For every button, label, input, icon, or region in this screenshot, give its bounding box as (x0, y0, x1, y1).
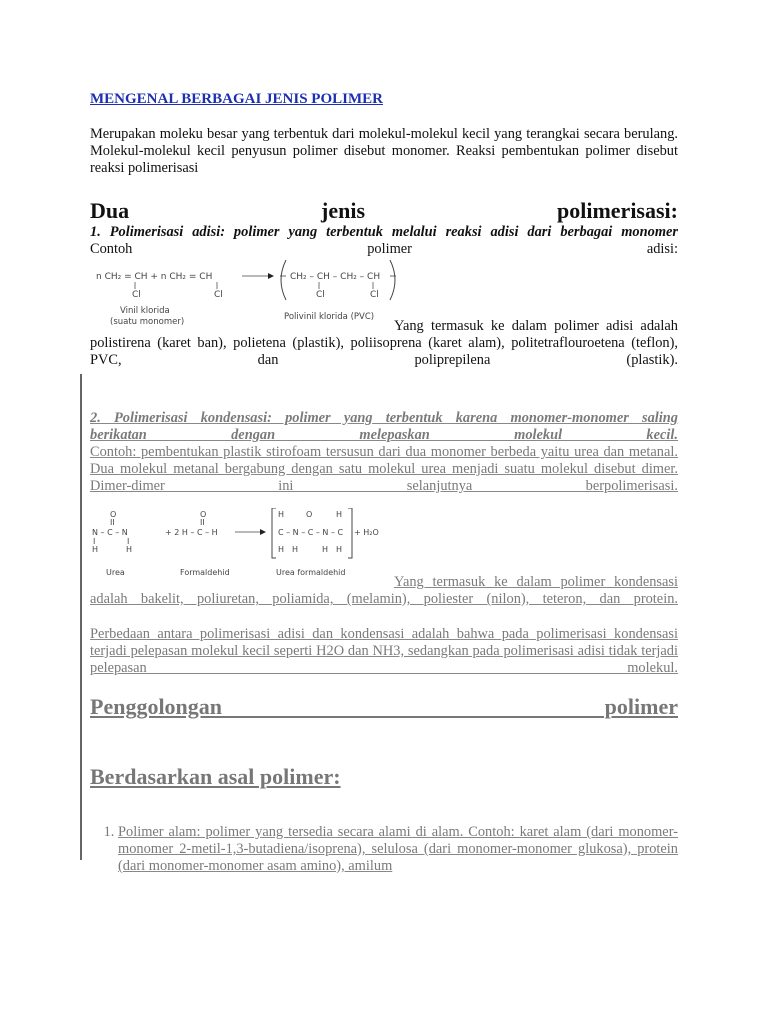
urea-formaldehyde-diagram (90, 508, 400, 580)
kondensasi-definition-2: berikatan dengan melepaskan molekul kecil. (90, 427, 678, 443)
svg-text:II: II (200, 518, 205, 527)
adisi-example-label: Contoh polimer adisi: (90, 241, 678, 257)
svg-text:H: H (322, 545, 329, 554)
label-vinyl-chloride: Vinil klorida (120, 306, 170, 316)
label-pvc: Polivinil klorida (PVC) (284, 312, 375, 322)
origin-list (90, 824, 678, 875)
cl-label: Cl (316, 290, 325, 300)
svg-text:I: I (127, 537, 130, 546)
label-formaldehyde: Formaldehid (180, 568, 230, 577)
svg-text:I: I (93, 537, 96, 546)
svg-text:II: II (110, 518, 115, 527)
svg-text:H: H (278, 510, 285, 519)
svg-text:O: O (306, 510, 313, 519)
formaldehyde-formula: + 2 H – C – H (165, 528, 218, 537)
intro-paragraph: Merupakan moleku besar yang terbentuk dari molekul-molekul kecil yang terangkai secara berulang. Molekul-molekul kecil penyusun polimer disebut monomer. Reaksi pembentukan polimer disebut reaksi polimerisasi (90, 126, 678, 176)
label-urea-formaldehyde: Urea formaldehid (276, 568, 346, 577)
kondensasi-example: Contoh: pembentukan plastik stirofoam tersusun dari dua monomer berbeda yaitu urea dan metanal. Dua molekul metanal bergabung dengan satu molekul urea menjadi suatu molekul disebut dimer. Dimer-dimer ini selanjutnya berpolimerisasi. (90, 444, 678, 494)
adisi-members: Yang termasuk ke dalam polimer adisi adalah polistirena (karet ban), polietena (plastik), poliisoprena (karet alam), politetraflouroetena (teflon), PVC, dan poliprepilena (plastik). (90, 318, 678, 368)
adisi-definition: 1. Polimerisasi adisi: polimer yang terbentuk melalui reaksi adisi dari berbagai monomer (90, 224, 678, 240)
list-item: 1. Polimer alam: polimer yang tersedia secara alami di alam. Contoh: karet alam (dari monomer-monomer 2-metil-1,3-butadiena/isoprena), selulosa (dari monomer-monomer glukosa), protein (dari monomer-monomer asam amino), amilum (118, 824, 678, 875)
arrow-icon (260, 529, 266, 535)
svg-text:O: O (200, 510, 207, 519)
label-monomer: (suatu monomer) (110, 317, 185, 327)
difference-paragraph: Perbedaan antara polimerisasi adisi dan kondensasi adalah bahwa pada polimerisasi kondensasi terjadi pelepasan molekul kecil seperti H2O dan NH3, sedangkan pada polimerisasi adisi tidak terjadi pelepasan molekul. (90, 626, 678, 676)
heading-polymerization-types: Dua jenis polimerisasi: (90, 198, 678, 223)
change-bar (80, 374, 82, 860)
pvc-formula: CH₂ – CH – CH₂ – CH (290, 272, 381, 282)
cl-label: Cl (370, 290, 379, 300)
kondensasi-definition-1: 2. Polimerisasi kondensasi: polimer yang terbentuk karena monomer-monomer saling (90, 410, 678, 426)
svg-text:H: H (278, 545, 285, 554)
cl-label: Cl (132, 290, 141, 300)
svg-text:H: H (292, 545, 299, 554)
heading-origin: Berdasarkan asal polimer: (90, 764, 341, 789)
product-formula: C – N – C – N – C (278, 528, 344, 537)
water-formula: + H₂O (354, 528, 379, 537)
document-title: MENGENAL BERBAGAI JENIS POLIMER (90, 91, 383, 107)
svg-text:H: H (336, 545, 343, 554)
urea-formula: N – C – N (92, 528, 128, 537)
vinyl-chloride-formula: n CH₂ = CH + n CH₂ = CH (96, 272, 213, 282)
kondensasi-members: Yang termasuk ke dalam polimer kondensasi adalah bakelit, poliuretan, poliamida, (melamin), poliester (nilon), teteron, dan protein. (90, 574, 678, 607)
cl-label: Cl (214, 290, 223, 300)
svg-text:H: H (92, 545, 99, 554)
heading-classification: Penggolongan polimer (90, 694, 678, 719)
svg-text:H: H (126, 545, 133, 554)
arrow-icon (268, 273, 274, 279)
svg-text:O: O (110, 510, 117, 519)
label-urea: Urea (106, 568, 125, 577)
svg-text:H: H (336, 510, 343, 519)
